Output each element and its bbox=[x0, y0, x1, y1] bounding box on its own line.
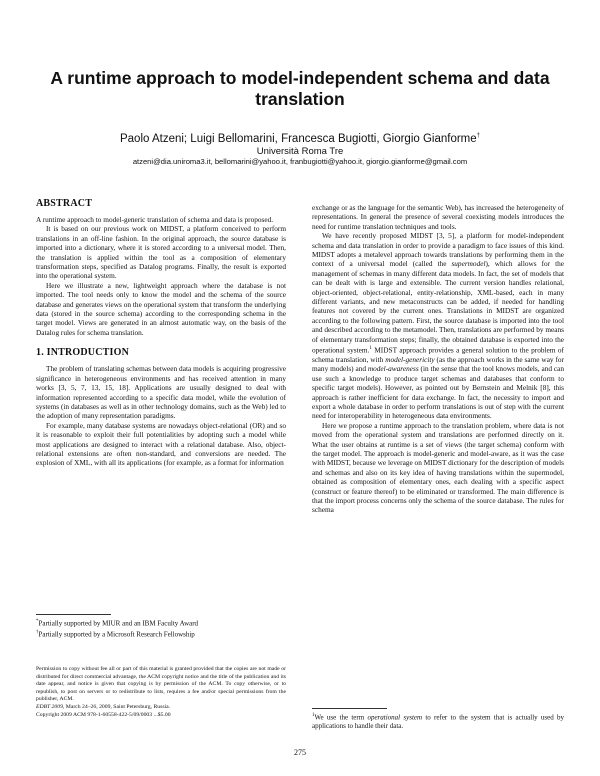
left-column bbox=[36, 198, 286, 468]
footnote-microsoft-text: Partially supported by a Microsoft Research Fellowship bbox=[38, 630, 195, 639]
venue-details: , March 24–26, 2009, Saint Petersburg, Russia. bbox=[62, 703, 171, 710]
p2-part-a: We have recently proposed MIDST [3, 5], a platform for model-independent schema and data translation in order to provide a paradigm to face issues of this kind. MIDST adopts a metalevel approach towards translations by performing them in the context of a universal model (called the bbox=[312, 231, 564, 269]
footnote-miur-text: Partially supported by MIUR and an IBM Faculty Award bbox=[38, 619, 199, 628]
footnote-microsoft bbox=[36, 628, 286, 639]
author-emails: atzeni@dia.uniroma3.it, bellomarini@yahoo.it, franbugiotti@yahoo.it, giorgio.gianforme@gmail.com bbox=[132, 157, 468, 166]
page-number: 275 bbox=[294, 748, 306, 757]
term-model-genericity: model-genericity bbox=[385, 354, 435, 364]
footnote-1 bbox=[312, 711, 564, 731]
abstract-paragraph-3: Here we illustrate a new, lightweight approach where the database is not imported. The tool needs only to know the model and the schema of the source database and generates views on the operational system that transform the underlying data (stored in the source schema) according to the corresponding schema in the target model. Views are generated in an almost automatic way, on the basis of the Datalog rules for schema translation. bbox=[36, 280, 286, 337]
permission-text: Permission to copy without fee all or part of this material is granted provided that the copies are not made or distributed for direct commercial advantage, the ACM copyright notice and the title of the publication and its date appear, and notice is given that copying is by permission of the ACM. To copy otherwise, or to republish, to post on servers or to redistribute to lists, requires a fee and/or special permissions from the publisher, ACM. bbox=[36, 666, 286, 703]
author-mark: † bbox=[476, 133, 481, 139]
footnote-1-part-a: We use the term bbox=[314, 713, 368, 722]
paper-title: A runtime approach to model-independent schema and data translation bbox=[50, 68, 550, 109]
footnote-1-mark: 1 bbox=[312, 713, 315, 718]
abstract-paragraph-1: A runtime approach to model-generic translation of schema and data is proposed. bbox=[36, 215, 274, 224]
left-footnotes bbox=[36, 617, 286, 640]
permission-block bbox=[36, 666, 286, 719]
p2-part-b: ), which allows for the management of schemas in many different data models. In fact, the set of models that can be dealt with is large and extensible. The current version handles relational, object-oriented, object-relational, entity-relationship, XML-based, each in many different variants, and new metaconstructs can be added, if needed for handling features not covered by the current ones. Translations in MIDST are organized according to the following pattern. First, the source database is imported into the tool and described according to the metamodel. Then, translations are performed by means of elementary transformation steps; finally, the obtained database is exported into the operational system. bbox=[312, 259, 564, 355]
right-paragraph-3: Here we propose a runtime approach to the translation problem, where data is not moved from the operational system and translations are performed directly on it. What the user obtains at runtime is a set of views (the target schema) conform with the target model. The approach is model-generic and model-aware, as it was the case with MIDST, because we leverage on MIDST dictionary for the description of models and schemas and also on its key idea of having translations within the supermodel, obtained as composition of elementary ones, each dealing with a specific aspect (construct or feature thereof) to be eliminated or transformed. The main difference is that the import process concerns only the schema of the source database. The rules for schema bbox=[312, 420, 564, 515]
footnote-1-part-b: to refer to the system that is actually used by applications to handle their data. bbox=[312, 713, 565, 731]
venue-line bbox=[36, 704, 286, 712]
abstract-heading: ABSTRACT bbox=[36, 198, 93, 209]
term-operational-system: operational system bbox=[367, 713, 423, 722]
right-paragraph-2 bbox=[312, 231, 564, 421]
affiliation: Università Roma Tre bbox=[256, 146, 344, 157]
term-model-awareness: model-awareness bbox=[367, 364, 419, 374]
footnote-miur-mark: * bbox=[36, 619, 39, 624]
p2-part-e: (in the sense that the tool knows models, and can use such a knowledge to produce target schemas and databases that conform to specific target models). However, as pointed out by Bernstein and Melnik [8], this approach is rather inefficient for data exchange. In fact, the necessity to import and export a whole database in order to perform translations is out of step with the current need for interoperability in heterogeneous data environments. bbox=[312, 364, 564, 421]
right-paragraph-1: exchange or as the language for the semantic Web), has increased the heterogeneity of representations. In general the presence of several coexisting models introduces the need for runtime translation techniques and tools. bbox=[312, 203, 564, 231]
footnote-ref-1: 1 bbox=[369, 346, 372, 352]
p2-part-d: (as the approach works in the same way for many models) and bbox=[312, 354, 564, 374]
p2-part-c: MIDST approach provides a general solution to the problem of schema translation, with bbox=[312, 345, 564, 364]
footnote-microsoft-mark: † bbox=[36, 630, 39, 636]
intro-paragraph-1: The problem of translating schemas between data models is acquiring progressive significance in heterogeneous environments and has received attention in many works [3, 5, 7, 13, 15, 18]. Applications are usually designed to deal with information represented according to a specific data model, while the evolution of systems (in databases as well as in other technology domains, such as the Web) led to the adoption of many representation paradigms. bbox=[36, 364, 286, 421]
right-footnote-rule bbox=[312, 708, 387, 709]
intro-paragraph-2: For example, many database systems are nowadays object-relational (OR) and so it is reasonable to exploit their full potentialities by adopting such a model while most applications are designed to interact with a relational database. Also, object-relational extensions are often non-standard, and conversions are needed. The explosion of XML, with all its applications (for example, as a format for information bbox=[36, 420, 286, 468]
author-names: Paolo Atzeni; Luigi Bellomarini, Francesca Bugiotti, Giorgio Gianforme bbox=[119, 132, 477, 145]
venue-name: EDBT 2009 bbox=[36, 703, 63, 710]
abstract-paragraph-2: It is based on our previous work on MIDST, a platform conceived to perform translations in an off-line fashion. In the original approach, the source database is imported into a dictionary, where it is stored according to a universal model. Then, the translation is applied within the tool as a composition of elementary transformation steps, specified as Datalog programs. Finally, the result is exported into the operational system. bbox=[36, 224, 286, 281]
term-supermodel: supermodel bbox=[451, 259, 486, 269]
right-footnote bbox=[312, 711, 564, 731]
introduction-heading: 1. INTRODUCTION bbox=[36, 347, 130, 359]
author-list bbox=[30, 129, 570, 146]
left-footnote-rule bbox=[36, 614, 111, 615]
footnote-miur bbox=[36, 617, 286, 628]
copyright-line: Copyright 2009 ACM 978-1-60558-422-5/09/0003 ...$5.00 bbox=[36, 711, 171, 718]
right-column bbox=[312, 203, 564, 515]
